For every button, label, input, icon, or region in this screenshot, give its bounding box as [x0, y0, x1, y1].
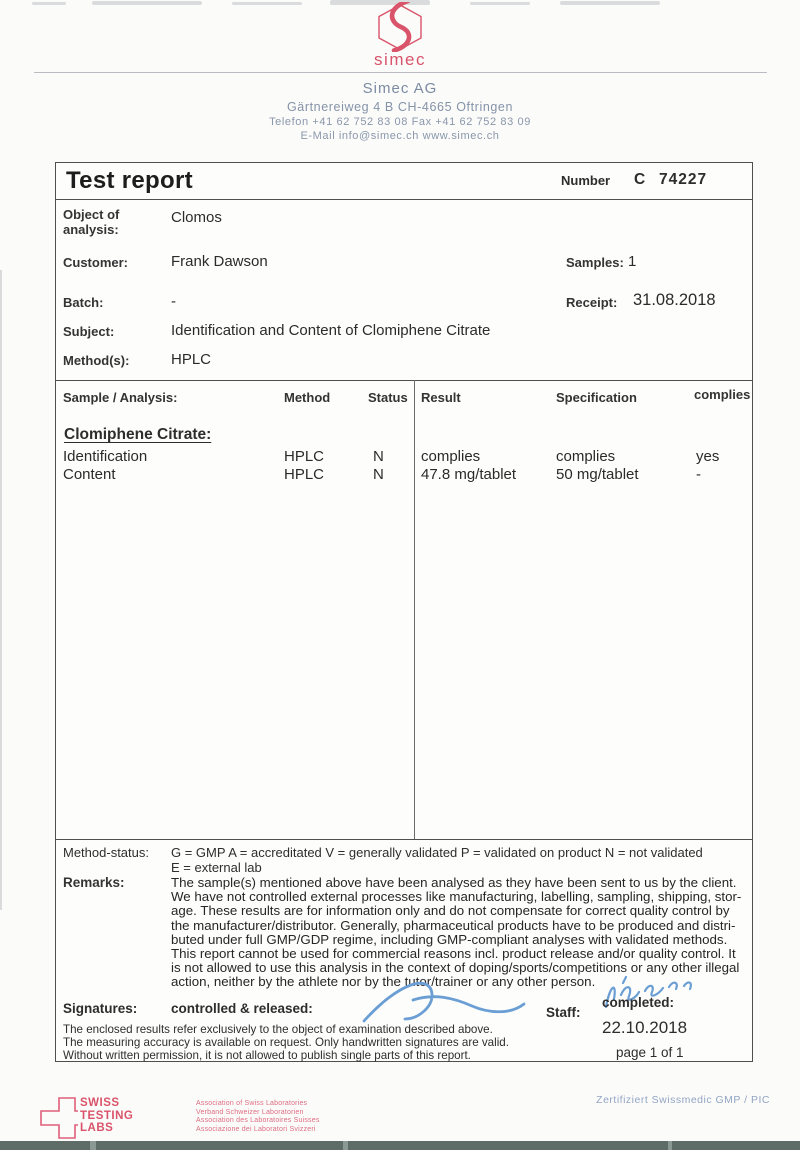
number-prefix: C: [634, 171, 646, 188]
number-value: 74227: [659, 171, 708, 188]
cell-status: N: [373, 448, 384, 465]
cell-result: 47.8 mg/tablet: [421, 466, 517, 483]
cell-analysis: Content: [63, 466, 116, 483]
remarks-line: This report cannot be used for commercial reasons incl. product release and/or quality control. It: [171, 946, 736, 962]
letterhead: [0, 0, 800, 160]
field-samples-label: Samples:: [566, 255, 624, 270]
footer: [0, 1090, 800, 1142]
simec-logo: [368, 2, 432, 52]
col-header-status: Status: [368, 390, 408, 405]
scan-bar-gap: [343, 1141, 348, 1150]
remarks-label: Remarks:: [63, 875, 125, 890]
sample-group-title: Clomiphene Citrate:: [64, 426, 212, 443]
report-box: [55, 162, 753, 1062]
scan-bottom-bar: [0, 1141, 800, 1150]
title-row: [56, 163, 752, 200]
remarks-line: buted under full GMP/GDP regime, including GMP-compliant analyses with validated methods.: [171, 931, 728, 947]
remarks-line: We have not controlled external processes like manufacturing, labelling, sampling, shipping, stor-: [171, 889, 742, 905]
field-object-label: Object of analysis:: [63, 207, 120, 237]
controlled-released-label: controlled & released:: [171, 1001, 313, 1016]
cell-method: HPLC: [284, 448, 325, 465]
method-status-line1: G = GMP A = accreditated V = generally validated P = validated on product N = not validated: [171, 845, 703, 860]
field-batch-label: Batch:: [63, 295, 104, 310]
table-vertical-divider: [414, 380, 415, 839]
controlled-signature: [356, 971, 531, 1029]
field-subject-label: Subject:: [63, 324, 115, 339]
handwritten-signature-icon: [356, 971, 531, 1029]
cell-method: HPLC: [284, 466, 325, 483]
field-subject-value: Identification and Content of Clomiphene Citrate: [171, 322, 491, 339]
remarks-line: is not allowed to use this analysis in the context of doping/sports/competitions or any other illegal: [171, 960, 740, 976]
field-batch-value: -: [171, 293, 176, 310]
method-status-line2: E = external lab: [171, 860, 262, 875]
scan-bar-gap: [668, 1141, 672, 1150]
field-object-value: Clomos: [171, 209, 222, 226]
scan-artifact: [0, 270, 2, 910]
completed-label: completed:: [602, 995, 675, 1010]
logo-line: TESTING: [80, 1109, 134, 1122]
cell-complies: -: [696, 466, 701, 483]
swiss-testing-labs-text: [78, 1096, 135, 1136]
association-line: Association of Swiss Laboratories: [196, 1100, 308, 1107]
method-status-separator: [56, 839, 752, 840]
field-customer-value: Frank Dawson: [171, 253, 268, 270]
legal-line: The measuring accuracy is available on request. Only handwritten signatures are valid.: [63, 1036, 509, 1049]
col-header-complies: complies: [694, 387, 751, 402]
col-header-specification: Specification: [556, 390, 637, 405]
remarks-line: action, neither by the athlete nor by the tutor/trainer or any other person.: [171, 974, 596, 990]
simec-logo-icon: [368, 2, 432, 52]
logo-line: SWISS: [80, 1097, 120, 1109]
remarks-line: The sample(s) mentioned above have been analysed as they have been sent to us by the client.: [171, 875, 737, 890]
company-email: E-Mail info@simec.ch www.simec.ch: [300, 130, 500, 142]
logo-line: LABS: [80, 1122, 114, 1134]
company-phone: Telefon +41 62 752 83 08 Fax +41 62 752 83 09: [269, 116, 531, 128]
cell-specification: complies: [556, 448, 616, 465]
simec-wordmark: simec: [374, 50, 426, 69]
remarks-line: age. These results are for information only and do not compensate for correct quality control by: [171, 903, 730, 919]
legal-line: The enclosed results refer exclusively to the object of examination described above.: [63, 1023, 493, 1036]
col-header-analysis: Sample / Analysis:: [63, 390, 178, 405]
method-status-label: Method-status:: [63, 845, 149, 860]
signatures-label: Signatures:: [63, 1001, 138, 1016]
page-title: Test report: [66, 167, 193, 194]
association-line: Verband Schweizer Laboratorien: [196, 1108, 304, 1116]
company-address: Gärtnereiweg 4 B CH-4665 Oftringen: [286, 100, 514, 114]
company-name: Simec AG: [362, 80, 438, 97]
remarks-line: the manufacturer/distributor. Generally, pharmaceutical products have to be produced and distri-: [171, 917, 736, 933]
field-receipt-label: Receipt:: [566, 295, 618, 310]
staff-label: Staff:: [546, 1005, 581, 1020]
field-customer-label: Customer:: [63, 255, 129, 270]
field-methods-value: HPLC: [171, 351, 212, 368]
field-methods-label: Method(s):: [63, 353, 130, 368]
association-line: Association des Laboratoires Suisses: [196, 1117, 320, 1125]
association-text: [196, 1100, 320, 1134]
col-header-result: Result: [421, 390, 461, 405]
certification-text: Zertifiziert Swissmedic GMP / PIC: [596, 1094, 770, 1106]
cell-complies: yes: [696, 448, 720, 465]
association-line: Associazione dei Laboratori Svizzeri: [196, 1125, 316, 1133]
scan-bar-gap: [90, 1141, 96, 1150]
cell-status: N: [373, 466, 384, 483]
table-top-separator: [56, 380, 752, 381]
page-indicator: page 1 of 1: [616, 1045, 684, 1060]
completed-date: 22.10.2018: [602, 1018, 688, 1037]
cell-result: complies: [421, 448, 481, 465]
legal-line: Without written permission, it is not allowed to publish single parts of this report.: [63, 1049, 471, 1062]
number-label: Number: [561, 173, 611, 188]
cell-analysis: Identification: [63, 448, 148, 465]
col-header-method: Method: [284, 390, 331, 405]
field-samples-value: 1: [628, 253, 637, 270]
letterhead-rule: [34, 72, 767, 73]
field-receipt-value: 31.08.2018: [633, 291, 716, 309]
cell-specification: 50 mg/tablet: [556, 466, 639, 483]
